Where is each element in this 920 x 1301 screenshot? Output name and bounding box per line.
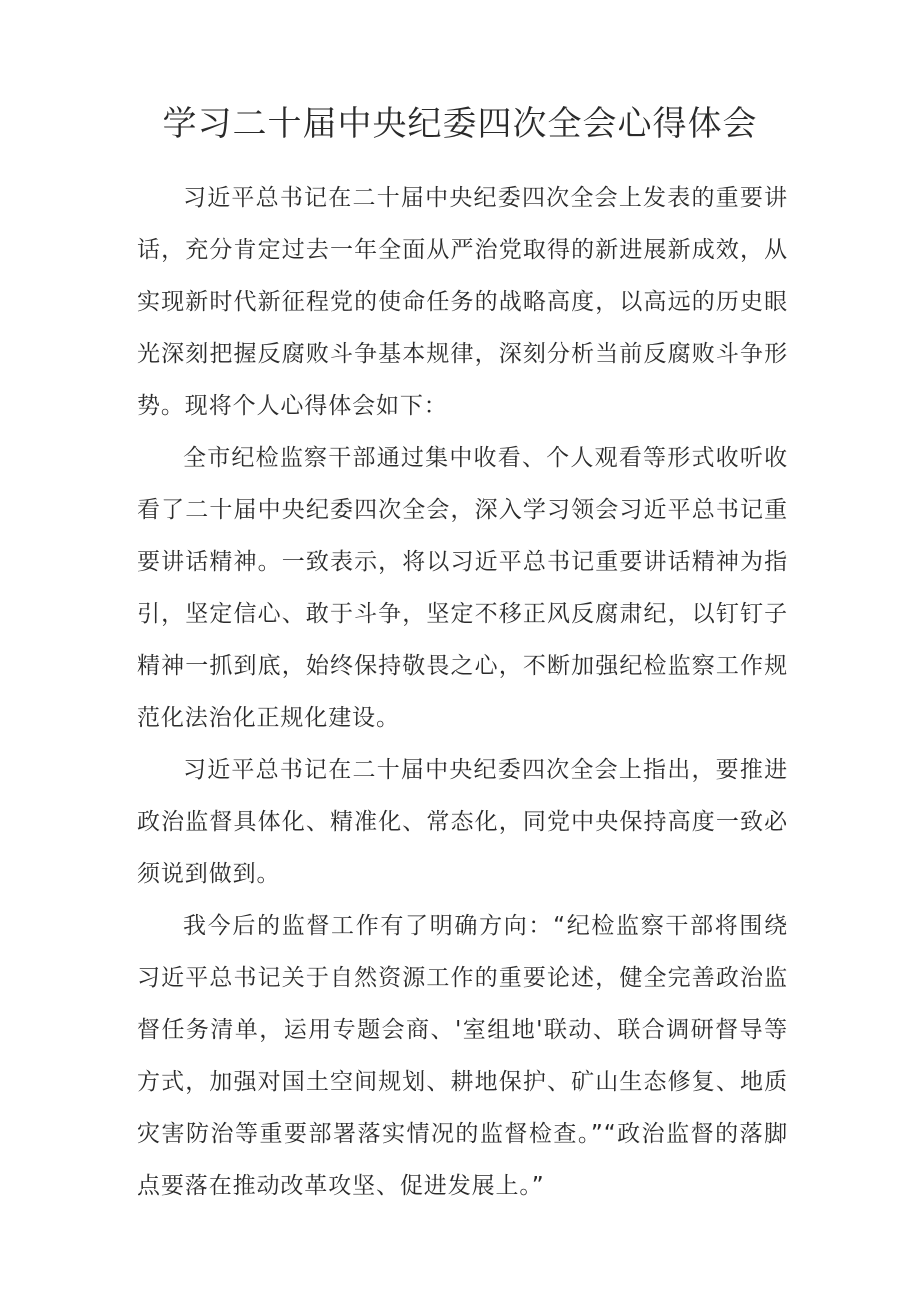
paragraph: 习近平总书记在二十届中央纪委四次全会上发表的重要讲话，充分肯定过去一年全面从严治党取得的新进展新成效，从实现新时代新征程党的使命任务的战略高度，以高远的历史眼光深刻把握反腐败斗争基本规律，深刻分析当前反腐败斗争形势。现将个人心得体会如下： [137,185,788,419]
document-body [137,172,788,1212]
paragraph: 习近平总书记在二十届中央纪委四次全会上指出，要推进政治监督具体化、精准化、常态化，同党中央保持高度一致必须说到做到。 [137,757,788,887]
paragraph: 我今后的监督工作有了明确方向：“纪检监察干部将围绕习近平总书记关于自然资源工作的重要论述，健全完善政治监督任务清单，运用专题会商、'室组地'联动、联合调研督导等方式，加强对国土空间规划、耕地保护、矿山生态修复、地质灾害防治等重要部署落实情况的监督检查。”“政治监督的落脚点要落在推动改革攻坚、促进发展上。” [137,913,788,1199]
paragraph: 全市纪检监察干部通过集中收看、个人观看等形式收听收看了二十届中央纪委四次全会，深入学习领会习近平总书记重要讲话精神。一致表示，将以习近平总书记重要讲话精神为指引，坚定信心、敢于斗争，坚定不移正风反腐肃纪，以钉钉子精神一抓到底，始终保持敬畏之心，不断加强纪检监察工作规范化法治化正规化建设。 [137,445,788,731]
document-title: 学习二十届中央纪委四次全会心得体会 [162,104,758,144]
